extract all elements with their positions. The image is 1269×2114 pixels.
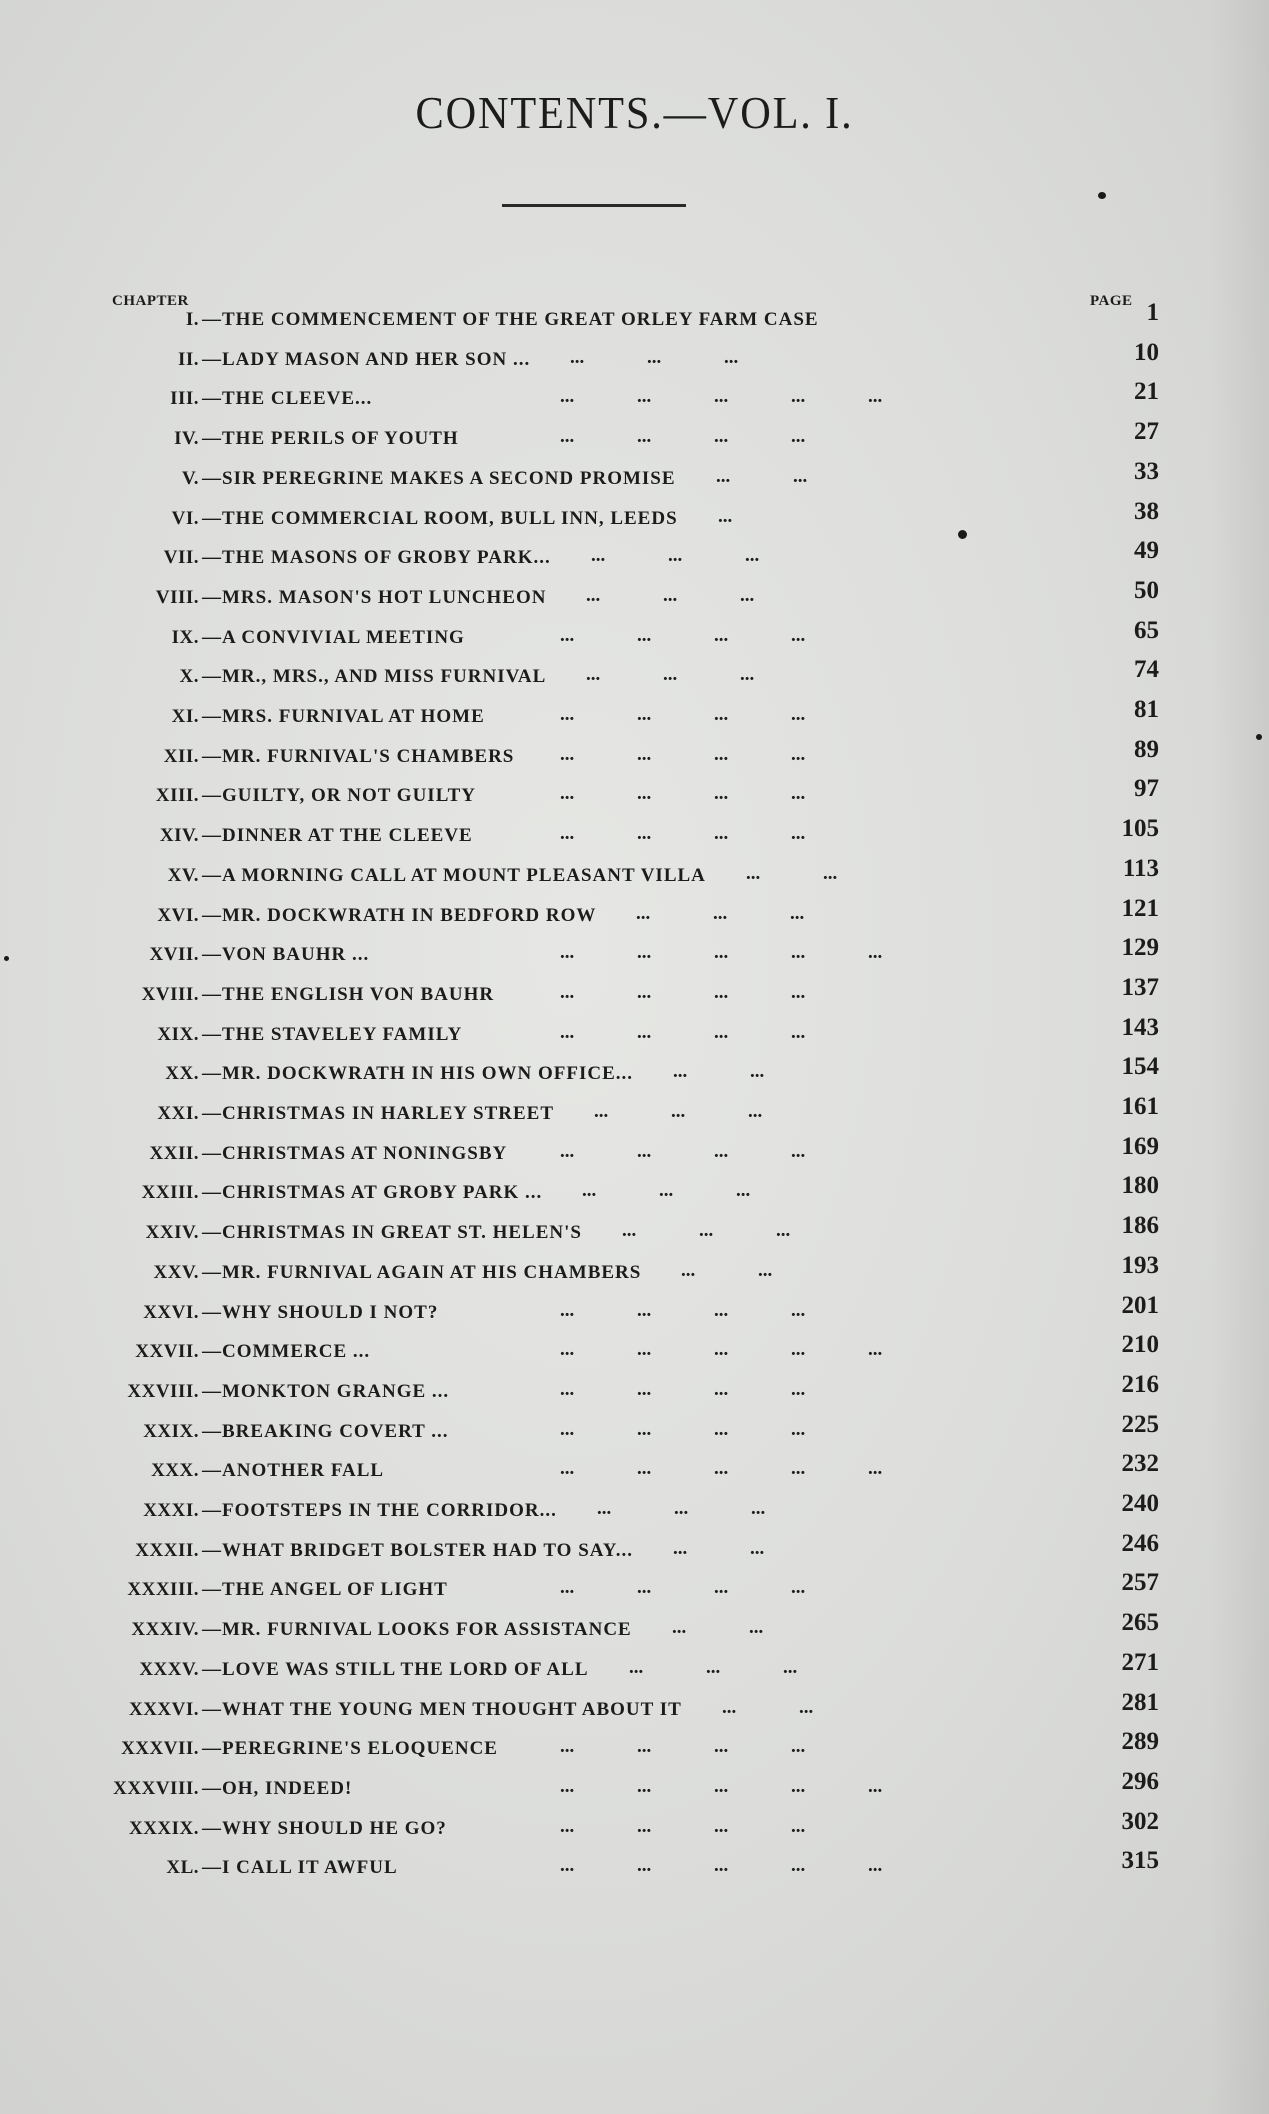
chapter-title: —MRS. MASON'S HOT LUNCHEON xyxy=(202,587,547,608)
page-number: 216 xyxy=(1121,1371,1159,1398)
chapter-title: —MONKTON GRANGE ... xyxy=(202,1381,450,1402)
chapter-number: XXXVI. xyxy=(128,1699,199,1720)
leader-dots: ... ... ... xyxy=(629,1657,798,1678)
chapter-number: III. xyxy=(170,388,199,409)
leader-dots: ... ... xyxy=(673,1538,765,1559)
page-number: 232 xyxy=(1121,1450,1159,1477)
leader-dots: ... ... xyxy=(672,1617,764,1638)
page-number: 302 xyxy=(1121,1808,1159,1835)
chapter-number: XII. xyxy=(163,746,199,767)
leader-dots: ... ... ... xyxy=(597,1498,766,1519)
page-number: 257 xyxy=(1121,1569,1159,1596)
contents-entry xyxy=(0,1212,1269,1262)
contents-entry xyxy=(0,775,1269,825)
chapter-number: XIX. xyxy=(157,1024,199,1045)
page-number: 240 xyxy=(1121,1490,1159,1517)
page-number: 137 xyxy=(1121,974,1159,1001)
chapter-number: XXXIV. xyxy=(131,1619,199,1640)
contents-entry xyxy=(0,1649,1269,1699)
leader-dots: ... ... ... xyxy=(636,903,805,924)
page-number: 10 xyxy=(1134,339,1159,366)
contents-entry xyxy=(0,1093,1269,1143)
chapter-number: XXVIII. xyxy=(127,1381,199,1402)
leader-dots: ... ... ... xyxy=(582,1180,751,1201)
contents-entry xyxy=(0,1728,1269,1778)
chapter-number: XL. xyxy=(166,1857,199,1878)
contents-entry xyxy=(0,617,1269,667)
page-number: 81 xyxy=(1134,696,1159,723)
leader-dots: ... ... ... ... ... xyxy=(560,1458,883,1479)
page-number: 65 xyxy=(1134,617,1159,644)
chapter-title: —CHRISTMAS AT GROBY PARK ... xyxy=(202,1182,543,1203)
chapter-title: —LOVE WAS STILL THE LORD OF ALL xyxy=(202,1659,589,1680)
page-number: 246 xyxy=(1121,1530,1159,1557)
leader-dots: ... ... ... ... xyxy=(560,823,806,844)
leader-dots: ... ... xyxy=(746,863,838,884)
leader-dots: ... ... ... ... xyxy=(560,1379,806,1400)
contents-entry xyxy=(0,895,1269,945)
chapter-number: XXIII. xyxy=(141,1182,199,1203)
leader-dots: ... ... ... xyxy=(586,664,755,685)
chapter-number: XIII. xyxy=(155,785,199,806)
chapter-title: —THE CLEEVE... xyxy=(202,388,373,409)
chapter-title: —MR. DOCKWRATH IN BEDFORD ROW xyxy=(202,905,597,926)
leader-dots: ... ... ... ... xyxy=(560,982,806,1003)
contents-entry xyxy=(0,498,1269,548)
chapter-number: XXVI. xyxy=(143,1302,199,1323)
page-number: 105 xyxy=(1121,815,1159,842)
chapter-title: —A CONVIVIAL MEETING xyxy=(202,627,465,648)
page-number: 50 xyxy=(1134,577,1159,604)
contents-entry xyxy=(0,1292,1269,1342)
chapter-number: IX. xyxy=(171,627,199,648)
contents-entry xyxy=(0,656,1269,706)
leader-dots: ... ... ... xyxy=(570,347,739,368)
contents-entry xyxy=(0,1808,1269,1858)
contents-entry xyxy=(0,1530,1269,1580)
chapter-number: XIV. xyxy=(159,825,199,846)
page-number: 74 xyxy=(1134,656,1159,683)
leader-dots: ... ... ... ... xyxy=(560,1141,806,1162)
page-number: 27 xyxy=(1134,418,1159,445)
leader-dots: ... ... ... xyxy=(594,1101,763,1122)
contents-entry xyxy=(0,1847,1269,1897)
contents-entry xyxy=(0,934,1269,984)
chapter-title: —A MORNING CALL AT MOUNT PLEASANT VILLA xyxy=(202,865,706,886)
page-title: CONTENTS.—VOL. I. xyxy=(415,87,854,138)
page-number: 129 xyxy=(1121,934,1159,961)
chapter-number: XX. xyxy=(165,1063,199,1084)
chapter-title: —THE STAVELEY FAMILY xyxy=(202,1024,463,1045)
leader-dots: ... ... ... ... xyxy=(560,1419,806,1440)
title-rule xyxy=(502,204,686,207)
leader-dots: ... xyxy=(718,506,733,527)
chapter-number: XXI. xyxy=(157,1103,199,1124)
chapter-title: —THE ENGLISH VON BAUHR xyxy=(202,984,495,1005)
leader-dots: ... ... xyxy=(722,1697,814,1718)
chapter-number: XXXI. xyxy=(143,1500,199,1521)
chapter-number: XXVII. xyxy=(135,1341,199,1362)
contents-entry xyxy=(0,1569,1269,1619)
contents-entry xyxy=(0,1252,1269,1302)
contents-entry xyxy=(0,577,1269,627)
chapter-number: X. xyxy=(179,666,199,687)
contents-entry xyxy=(0,1411,1269,1461)
chapter-title: —BREAKING COVERT ... xyxy=(202,1421,449,1442)
chapter-title: —ANOTHER FALL xyxy=(202,1460,385,1481)
chapter-title: —WHY SHOULD I NOT? xyxy=(202,1302,439,1323)
contents-entry xyxy=(0,1053,1269,1103)
leader-dots: ... ... ... ... xyxy=(560,426,806,447)
contents-entry xyxy=(0,736,1269,786)
leader-dots: ... ... ... ... ... xyxy=(560,942,883,963)
chapter-number: IV. xyxy=(174,428,199,449)
leader-dots: ... ... ... ... ... xyxy=(560,1855,883,1876)
leader-dots: ... ... ... ... xyxy=(560,1577,806,1598)
contents-entry xyxy=(0,855,1269,905)
contents-entry xyxy=(0,1490,1269,1540)
chapter-number: XXII. xyxy=(149,1143,199,1164)
contents-entry xyxy=(0,339,1269,389)
page-number: 193 xyxy=(1121,1252,1159,1279)
page-number: 169 xyxy=(1121,1133,1159,1160)
leader-dots: ... ... ... ... xyxy=(560,744,806,765)
chapter-title: —GUILTY, OR NOT GUILTY xyxy=(202,785,477,806)
contents-entry xyxy=(0,458,1269,508)
chapter-title: —I CALL IT AWFUL xyxy=(202,1857,398,1878)
chapter-title: —CHRISTMAS IN HARLEY STREET xyxy=(202,1103,555,1124)
chapter-number: VIII. xyxy=(155,587,199,608)
leader-dots: ... ... ... ... ... xyxy=(560,1339,883,1360)
leader-dots: ... ... ... ... xyxy=(560,625,806,646)
leader-dots: ... ... xyxy=(673,1061,765,1082)
leader-dots: ... ... ... ... ... xyxy=(560,1776,883,1797)
ink-speck xyxy=(958,530,967,539)
chapter-number: XI. xyxy=(171,706,199,727)
chapter-title: —WHY SHOULD HE GO? xyxy=(202,1818,447,1839)
leader-dots: ... ... ... xyxy=(622,1220,791,1241)
chapter-title: —COMMERCE ... xyxy=(202,1341,371,1362)
leader-dots: ... ... ... ... xyxy=(560,1816,806,1837)
contents-entry xyxy=(0,537,1269,587)
contents-entry xyxy=(0,1331,1269,1381)
page-number: 97 xyxy=(1134,775,1159,802)
page-number: 121 xyxy=(1121,895,1159,922)
page-number: 1 xyxy=(1146,299,1159,326)
page-number: 180 xyxy=(1121,1172,1159,1199)
chapter-number: XVII. xyxy=(149,944,199,965)
page-number: 143 xyxy=(1121,1014,1159,1041)
chapter-number: XXX. xyxy=(151,1460,199,1481)
leader-dots: ... ... ... ... xyxy=(560,1300,806,1321)
ink-speck xyxy=(1256,734,1262,740)
leader-dots: ... ... ... ... xyxy=(560,1022,806,1043)
page-number: 271 xyxy=(1121,1649,1159,1676)
leader-dots: ... ... ... ... ... xyxy=(560,386,883,407)
page-number: 33 xyxy=(1134,458,1159,485)
chapter-title: —SIR PEREGRINE MAKES A SECOND PROMISE xyxy=(202,468,676,489)
page-number: 281 xyxy=(1121,1689,1159,1716)
chapter-title: —OH, INDEED! xyxy=(202,1778,353,1799)
page-number: 225 xyxy=(1121,1411,1159,1438)
chapter-title: —WHAT BRIDGET BOLSTER HAD TO SAY... xyxy=(202,1540,633,1561)
chapter-title: —WHAT THE YOUNG MEN THOUGHT ABOUT IT xyxy=(202,1699,682,1720)
chapter-title: —MR. DOCKWRATH IN HIS OWN OFFICE... xyxy=(202,1063,634,1084)
chapter-number: VII. xyxy=(163,547,199,568)
contents-entry xyxy=(0,1133,1269,1183)
chapter-number: XV. xyxy=(167,865,199,886)
chapter-number: XXXIII. xyxy=(127,1579,199,1600)
chapter-title: —PEREGRINE'S ELOQUENCE xyxy=(202,1738,498,1759)
chapter-number: XVI. xyxy=(157,905,199,926)
page-column-header: PAGE xyxy=(1090,293,1133,309)
chapter-number: XXIV. xyxy=(145,1222,199,1243)
leader-dots: ... ... ... ... xyxy=(560,704,806,725)
chapter-number: V. xyxy=(181,468,199,489)
page-number: 38 xyxy=(1134,498,1159,525)
page-number: 265 xyxy=(1121,1609,1159,1636)
page-number: 21 xyxy=(1134,378,1159,405)
chapter-title: —THE ANGEL OF LIGHT xyxy=(202,1579,448,1600)
contents-entry xyxy=(0,1172,1269,1222)
page-number: 201 xyxy=(1121,1292,1159,1319)
page-number: 89 xyxy=(1134,736,1159,763)
contents-entry xyxy=(0,974,1269,1024)
page-number: 315 xyxy=(1121,1847,1159,1874)
chapter-number: XVIII. xyxy=(141,984,199,1005)
chapter-title: —THE COMMERCIAL ROOM, BULL INN, LEEDS xyxy=(202,508,678,529)
page-number: 113 xyxy=(1122,855,1159,882)
chapter-number: XXXVIII. xyxy=(113,1778,199,1799)
chapter-number: XXV. xyxy=(153,1262,199,1283)
leader-dots: ... ... ... ... xyxy=(560,783,806,804)
chapter-number: XXXV. xyxy=(139,1659,199,1680)
page-number: 210 xyxy=(1121,1331,1159,1358)
chapter-number: XXXIX. xyxy=(128,1818,199,1839)
ink-speck xyxy=(4,956,9,961)
contents-entry xyxy=(0,1371,1269,1421)
contents-entry xyxy=(0,815,1269,865)
chapter-title: —MR. FURNIVAL AGAIN AT HIS CHAMBERS xyxy=(202,1262,642,1283)
chapter-number: VI. xyxy=(171,508,199,529)
chapter-title: —MR. FURNIVAL LOOKS FOR ASSISTANCE xyxy=(202,1619,632,1640)
contents-entry xyxy=(0,1450,1269,1500)
chapter-number: XXIX. xyxy=(143,1421,199,1442)
contents-entry xyxy=(0,1014,1269,1064)
chapter-title: —FOOTSTEPS IN THE CORRIDOR... xyxy=(202,1500,557,1521)
page-number: 154 xyxy=(1121,1053,1159,1080)
chapter-number: II. xyxy=(177,349,199,370)
chapter-title: —MR., MRS., AND MISS FURNIVAL xyxy=(202,666,547,687)
chapter-title: —THE PERILS OF YOUTH xyxy=(202,428,459,449)
page-number: 49 xyxy=(1134,537,1159,564)
ink-speck xyxy=(1098,192,1106,199)
page-number: 289 xyxy=(1121,1728,1159,1755)
chapter-title: —DINNER AT THE CLEEVE xyxy=(202,825,473,846)
leader-dots: ... ... ... ... xyxy=(560,1736,806,1757)
contents-entry xyxy=(0,378,1269,428)
chapter-title: —CHRISTMAS IN GREAT ST. HELEN'S xyxy=(202,1222,582,1243)
contents-entry xyxy=(0,418,1269,468)
chapter-title: —THE MASONS OF GROBY PARK... xyxy=(202,547,551,568)
page-number: 296 xyxy=(1121,1768,1159,1795)
chapter-column-header: CHAPTER xyxy=(112,293,189,309)
chapter-title: —CHRISTMAS AT NONINGSBY xyxy=(202,1143,508,1164)
chapter-title: —VON BAUHR ... xyxy=(202,944,370,965)
page-number: 186 xyxy=(1121,1212,1159,1239)
chapter-number: I. xyxy=(185,309,199,330)
contents-entry xyxy=(0,1768,1269,1818)
chapter-title: —MRS. FURNIVAL AT HOME xyxy=(202,706,485,727)
contents-entry xyxy=(0,1609,1269,1659)
chapter-title: —MR. FURNIVAL'S CHAMBERS xyxy=(202,746,515,767)
chapter-title: —LADY MASON AND HER SON ... xyxy=(202,349,531,370)
chapter-number: XXXVII. xyxy=(121,1738,199,1759)
page-number: 161 xyxy=(1121,1093,1159,1120)
leader-dots: ... ... ... xyxy=(586,585,755,606)
leader-dots: ... ... ... xyxy=(591,545,760,566)
contents-entry xyxy=(0,1689,1269,1739)
chapter-number: XXXII. xyxy=(135,1540,199,1561)
leader-dots: ... ... xyxy=(716,466,808,487)
leader-dots: ... ... xyxy=(681,1260,773,1281)
contents-entry xyxy=(0,696,1269,746)
chapter-title: —THE COMMENCEMENT OF THE GREAT ORLEY FARM CASE xyxy=(202,309,819,330)
